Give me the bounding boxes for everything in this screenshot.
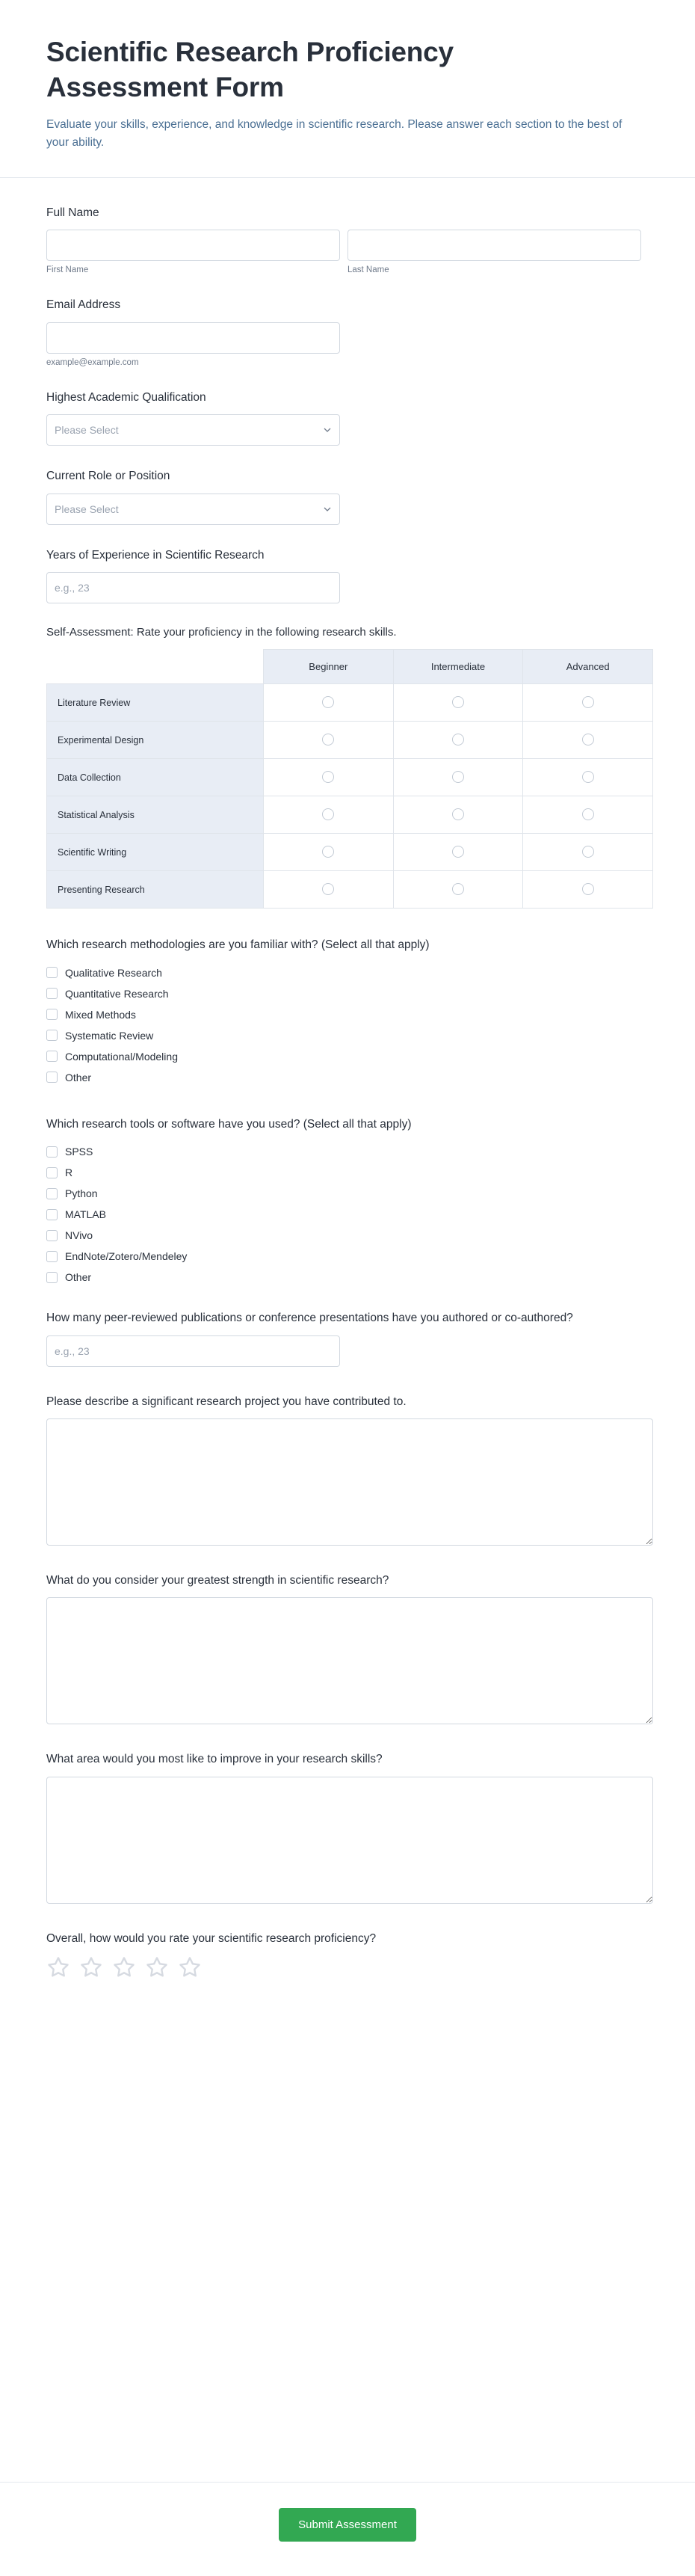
field-role xyxy=(46,468,649,524)
table-row xyxy=(47,684,653,722)
checkbox-icon[interactable] xyxy=(46,1009,58,1020)
matrix-cell[interactable] xyxy=(264,871,394,909)
checkbox-label: Computational/Modeling xyxy=(65,1050,178,1063)
field-improvement-area xyxy=(46,1751,649,1903)
matrix-cell[interactable] xyxy=(523,759,653,796)
matrix-cell[interactable] xyxy=(393,834,523,871)
list-item[interactable] xyxy=(46,1141,649,1162)
checkbox-label: Other xyxy=(65,1271,92,1284)
form-body xyxy=(0,178,695,2461)
matrix-body xyxy=(47,684,653,909)
field-greatest-strength xyxy=(46,1573,649,1724)
checkbox-icon[interactable] xyxy=(46,1230,58,1241)
field-overall-rating xyxy=(46,1931,649,1979)
matrix-cell[interactable] xyxy=(523,871,653,909)
full-name-inputs xyxy=(46,230,649,274)
checkbox-icon[interactable] xyxy=(46,1146,58,1158)
role-select[interactable] xyxy=(46,494,340,525)
radio-advanced[interactable] xyxy=(582,734,594,746)
form-footer xyxy=(0,2482,695,2576)
checkbox-label: SPSS xyxy=(65,1146,93,1158)
matrix-col-intermediate: Intermediate xyxy=(393,650,523,684)
list-item[interactable] xyxy=(46,983,649,1004)
matrix-col-advanced: Advanced xyxy=(523,650,653,684)
field-publications xyxy=(46,1310,649,1366)
list-item[interactable] xyxy=(46,1046,649,1067)
list-item[interactable] xyxy=(46,1162,649,1183)
table-row xyxy=(47,796,653,834)
project-description-textarea[interactable] xyxy=(46,1418,653,1546)
matrix-cell[interactable] xyxy=(393,684,523,722)
greatest-strength-textarea[interactable] xyxy=(46,1597,653,1724)
checkbox-icon[interactable] xyxy=(46,1251,58,1262)
page-title: Scientific Research Proficiency Assessment Form xyxy=(46,37,454,103)
field-tools xyxy=(46,1116,649,1288)
matrix-row-label: Literature Review xyxy=(47,684,264,722)
last-name-hint: Last Name xyxy=(348,265,389,275)
experience-years-input[interactable] xyxy=(46,572,340,603)
radio-beginner[interactable] xyxy=(322,883,334,895)
matrix-col-beginner: Beginner xyxy=(264,650,394,684)
checkbox-icon[interactable] xyxy=(46,1051,58,1062)
email-input[interactable] xyxy=(46,322,340,354)
matrix-head xyxy=(47,650,653,684)
matrix-cell[interactable] xyxy=(523,796,653,834)
table-row xyxy=(47,759,653,796)
field-self-assessment-matrix xyxy=(46,626,649,909)
matrix-row-label: Scientific Writing xyxy=(47,834,264,871)
page-subtitle: Evaluate your skills, experience, and knowledge in scientific research. Please answer each section to the best of your ability. xyxy=(46,117,623,149)
experience-years-label: Years of Experience in Scientific Research xyxy=(46,548,265,562)
greatest-strength-label: What do you consider your greatest strength in scientific research? xyxy=(46,1573,389,1587)
checkbox-label: Mixed Methods xyxy=(65,1008,136,1021)
last-name-input[interactable] xyxy=(348,230,641,261)
email-hint: example@example.com xyxy=(46,357,139,367)
list-item[interactable] xyxy=(46,1225,649,1246)
list-item[interactable] xyxy=(46,1246,649,1267)
radio-intermediate[interactable] xyxy=(452,734,464,746)
table-row xyxy=(47,722,653,759)
matrix-cell[interactable] xyxy=(264,722,394,759)
radio-intermediate[interactable] xyxy=(452,846,464,858)
radio-beginner[interactable] xyxy=(322,734,334,746)
list-item[interactable] xyxy=(46,1183,649,1204)
project-description-label: Please describe a significant research project you have contributed to. xyxy=(46,1395,407,1408)
checkbox-icon[interactable] xyxy=(46,1188,58,1199)
radio-beginner[interactable] xyxy=(322,846,334,858)
list-item[interactable] xyxy=(46,962,649,983)
qualification-label: Highest Academic Qualification xyxy=(46,390,206,404)
checkbox-label: Other xyxy=(65,1071,92,1083)
matrix-row-label: Experimental Design xyxy=(47,722,264,759)
checkbox-icon[interactable] xyxy=(46,1072,58,1083)
checkbox-label: MATLAB xyxy=(65,1208,106,1221)
matrix-cell[interactable] xyxy=(264,834,394,871)
list-item[interactable] xyxy=(46,1204,649,1225)
self-assessment-table xyxy=(46,649,653,909)
field-email xyxy=(46,297,649,366)
matrix-cell[interactable] xyxy=(523,684,653,722)
email-label: Email Address xyxy=(46,298,121,312)
checkbox-icon[interactable] xyxy=(46,967,58,978)
checkbox-label: R xyxy=(65,1166,73,1179)
first-name-input[interactable] xyxy=(46,230,340,261)
matrix-cell[interactable] xyxy=(393,871,523,909)
radio-beginner[interactable] xyxy=(322,771,334,783)
star-icon-4[interactable] xyxy=(145,1955,169,1979)
radio-beginner[interactable] xyxy=(322,808,334,820)
first-name-col xyxy=(46,230,340,274)
star-icon-2[interactable] xyxy=(79,1955,103,1979)
publications-label: How many peer-reviewed publications or conference presentations have you authored or co-authored? xyxy=(46,1312,573,1325)
submit-button[interactable]: Submit Assessment xyxy=(279,2508,416,2542)
radio-intermediate[interactable] xyxy=(452,771,464,783)
field-project-description xyxy=(46,1394,649,1546)
matrix-cell[interactable] xyxy=(393,759,523,796)
checkbox-label: Python xyxy=(65,1187,98,1200)
checkbox-icon[interactable] xyxy=(46,1272,58,1283)
table-row xyxy=(47,871,653,909)
full-name-label: Full Name xyxy=(46,206,99,219)
checkbox-label: Quantitative Research xyxy=(65,987,169,1000)
radio-beginner[interactable] xyxy=(322,696,334,708)
checkbox-label: NVivo xyxy=(65,1229,93,1242)
qualification-select-wrap xyxy=(46,414,340,446)
radio-advanced[interactable] xyxy=(582,696,594,708)
list-item[interactable] xyxy=(46,1025,649,1046)
checkbox-icon[interactable] xyxy=(46,1209,58,1220)
checkbox-label: Qualitative Research xyxy=(65,966,162,979)
field-full-name xyxy=(46,205,649,274)
role-label: Current Role or Position xyxy=(46,470,170,483)
matrix-cell[interactable] xyxy=(264,759,394,796)
star-rating[interactable] xyxy=(46,1955,649,1979)
last-name-col xyxy=(348,230,641,274)
checkbox-label: Systematic Review xyxy=(65,1029,154,1042)
checkbox-label: EndNote/Zotero/Mendeley xyxy=(65,1250,188,1263)
matrix-cell[interactable] xyxy=(523,722,653,759)
improvement-area-label: What area would you most like to improve in your research skills? xyxy=(46,1753,383,1766)
star-icon-3[interactable] xyxy=(112,1955,136,1979)
matrix-row-label: Data Collection xyxy=(47,759,264,796)
form-header xyxy=(0,0,695,178)
qualification-select[interactable] xyxy=(46,414,340,446)
field-experience-years xyxy=(46,547,649,603)
radio-advanced[interactable] xyxy=(582,808,594,820)
list-item[interactable] xyxy=(46,1267,649,1288)
matrix-header-row xyxy=(47,650,653,684)
radio-advanced[interactable] xyxy=(582,846,594,858)
first-name-hint: First Name xyxy=(46,265,89,275)
matrix-cell[interactable] xyxy=(393,722,523,759)
field-qualification xyxy=(46,390,649,446)
role-select-wrap xyxy=(46,494,340,525)
matrix-row-label: Statistical Analysis xyxy=(47,796,264,834)
matrix-cell[interactable] xyxy=(264,796,394,834)
overall-rating-label: Overall, how would you rate your scientific research proficiency? xyxy=(46,1931,377,1945)
tools-label: Which research tools or software have you used? (Select all that apply) xyxy=(46,1117,412,1131)
field-methodologies xyxy=(46,937,649,1087)
matrix-cell[interactable] xyxy=(264,684,394,722)
checkbox-icon[interactable] xyxy=(46,1030,58,1041)
radio-advanced[interactable] xyxy=(582,883,594,895)
publications-input[interactable] xyxy=(46,1335,340,1367)
checkbox-icon[interactable] xyxy=(46,1167,58,1178)
radio-intermediate[interactable] xyxy=(452,808,464,820)
matrix-row-label: Presenting Research xyxy=(47,871,264,909)
matrix-intro: Self-Assessment: Rate your proficiency in the following research skills. xyxy=(46,626,397,639)
methodologies-label: Which research methodologies are you familiar with? (Select all that apply) xyxy=(46,938,430,952)
matrix-corner xyxy=(47,650,264,684)
checkbox-icon[interactable] xyxy=(46,988,58,999)
matrix-cell[interactable] xyxy=(393,796,523,834)
table-row xyxy=(47,834,653,871)
list-item[interactable] xyxy=(46,1004,649,1025)
matrix-cell[interactable] xyxy=(523,834,653,871)
methodologies-options xyxy=(46,962,649,1088)
list-item[interactable] xyxy=(46,1067,649,1088)
tools-options xyxy=(46,1141,649,1288)
radio-intermediate[interactable] xyxy=(452,696,464,708)
radio-advanced[interactable] xyxy=(582,771,594,783)
radio-intermediate[interactable] xyxy=(452,883,464,895)
star-icon-1[interactable] xyxy=(46,1955,70,1979)
improvement-area-textarea[interactable] xyxy=(46,1777,653,1904)
star-icon-5[interactable] xyxy=(178,1955,202,1979)
